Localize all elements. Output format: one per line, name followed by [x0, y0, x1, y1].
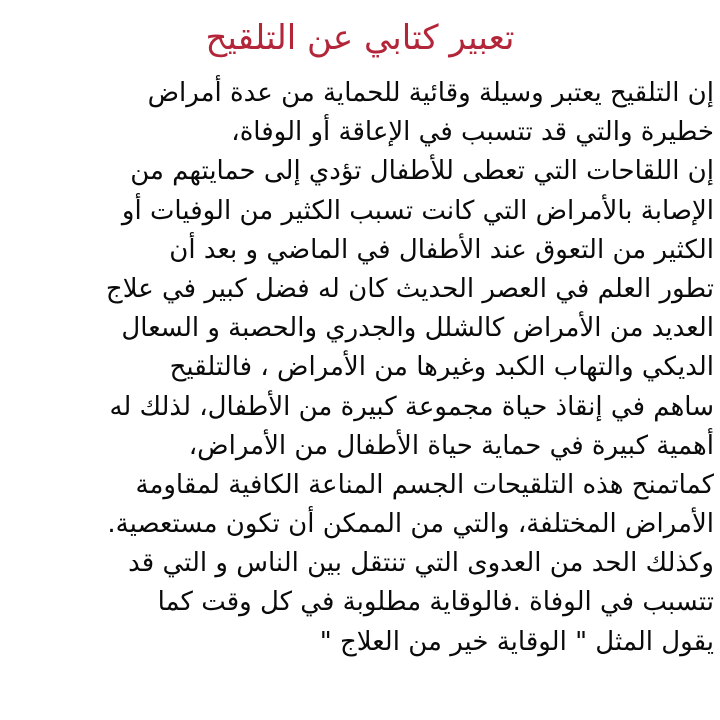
body-line: إن التلقيح يعتبر وسيلة وقائية للحماية من عدة أمراض: [147, 78, 714, 108]
document-body: [6, 74, 714, 662]
body-line: أهمية كبيرة في حماية حياة الأطفال من الأمراض،: [188, 430, 714, 461]
document-title: تعبير كتابي عن التلقيح: [205, 18, 515, 58]
body-line: يقول المثل " الوقاية خير من العلاج ": [319, 626, 714, 657]
body-line: ساهم في إنقاذ حياة مجموعة كبيرة من الأطفال، لذلك له: [109, 391, 714, 422]
body-line: تطور العلم في العصر الحديث كان له فضل كبير في علاج: [105, 273, 714, 304]
body-line: الإصابة بالأمراض التي كانت تسبب الكثير من الوفيات أو: [121, 195, 714, 226]
body-line: خطيرة والتي قد تتسبب في الإعاقة أو الوفاة،: [231, 117, 714, 148]
body-line: إن اللقاحات التي تعطى للأطفال تؤدي إلى حمايتهم من: [130, 156, 714, 187]
body-line: كماتمنح هذه التلقيحات الجسم المناعة الكافية لمقاومة: [135, 469, 714, 500]
body-line: الكثير من التعوق عند الأطفال في الماضي و بعد أن: [169, 234, 714, 265]
body-line: العديد من الأمراض كالشلل والجدري والحصبة و السعال: [121, 313, 714, 344]
body-line: تتسبب في الوفاة .فالوقاية مطلوبة في كل وقت كما: [157, 587, 714, 618]
body-line: الديكي والتهاب الكبد وغيرها من الأمراض ، فالتلقيح: [169, 352, 714, 383]
body-line: وكذلك الحد من العدوى التي تنتقل بين الناس و التي قد: [128, 548, 714, 579]
body-line: الأمراض المختلفة، والتي من الممكن أن تكون مستعصية.: [107, 509, 714, 540]
